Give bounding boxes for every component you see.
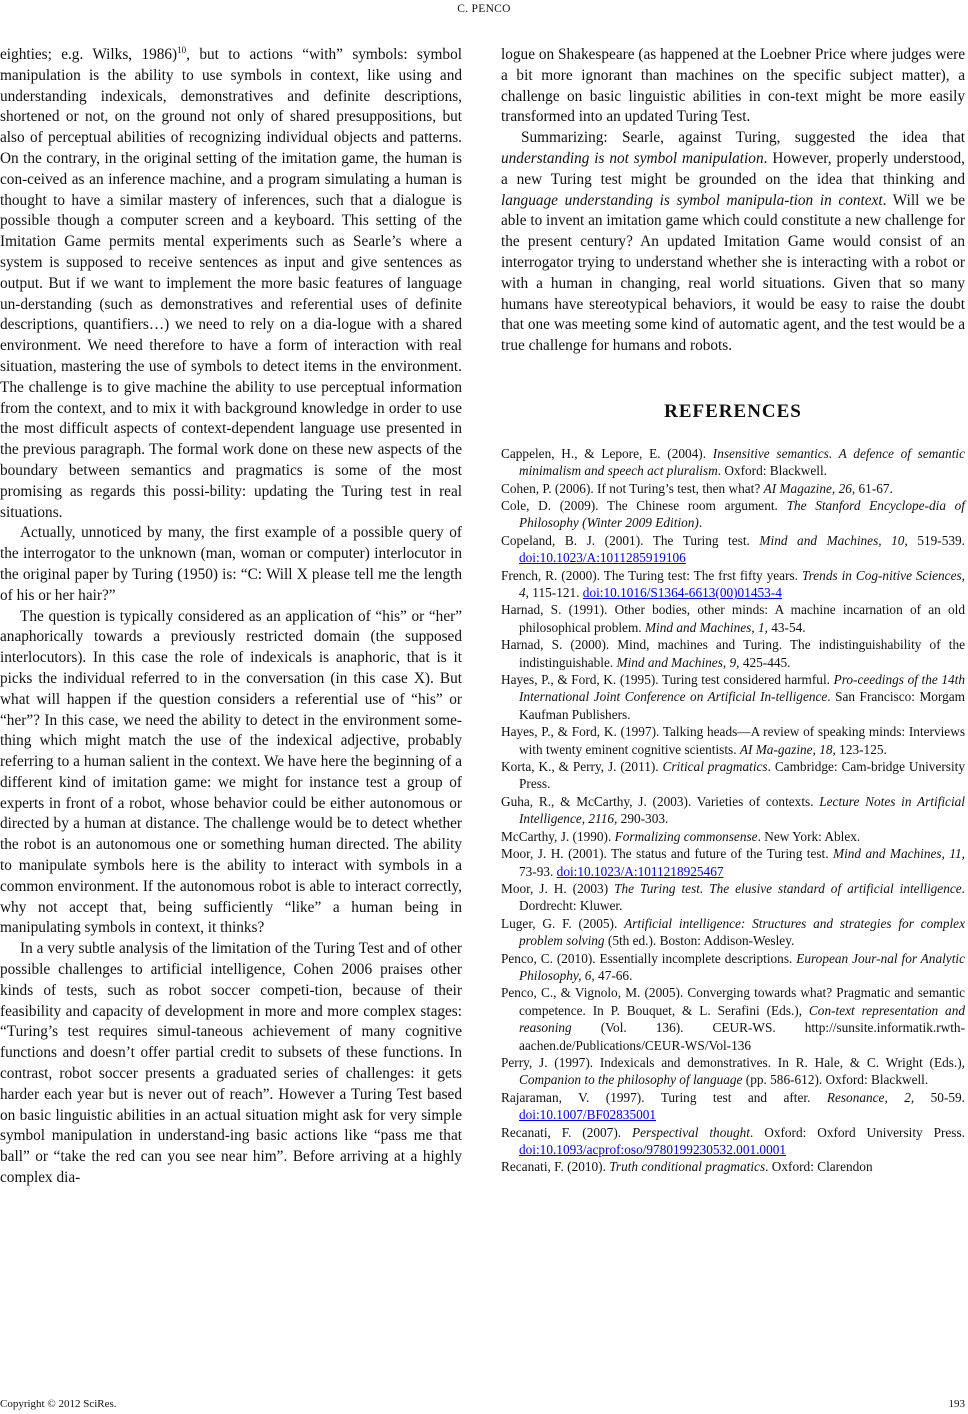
- reference-text: Hayes, P., & Ford, K. (1995). Turing test considered harmful.: [501, 672, 834, 688]
- reference-entry: [501, 880, 965, 915]
- reference-text: . Oxford: Blackwell.: [717, 463, 828, 479]
- reference-title: Con-text representation and reasoning: [519, 1002, 965, 1036]
- reference-text: Cole, D. (2009). The Chinese room argument.: [501, 497, 787, 513]
- reference-text: . San Francisco: Morgam Kaufman Publishers.: [519, 689, 965, 722]
- reference-title: Artificial intelligence: Structures and strategies for complex problem solving: [519, 915, 965, 949]
- reference-entry: [501, 671, 965, 723]
- reference-text: . Dordrecht: Kluwer.: [519, 880, 965, 914]
- reference-text: 519-539.: [907, 532, 965, 548]
- reference-entry: [501, 793, 965, 828]
- reference-title: Insensitive semantics. A defence of semantic minimalism and speech act pluralism: [519, 445, 965, 479]
- right-column: [501, 45, 965, 1176]
- reference-entry: [501, 828, 965, 845]
- reference-text: (pp. 586-612). Oxford: Blackwell.: [742, 1072, 929, 1088]
- reference-text: . Oxford: Oxford University Press.: [749, 1124, 965, 1140]
- text-span: . However, properly understood, a new Turing test might be grounded on the idea that thinking and: [501, 149, 965, 188]
- text-span: , but to actions “with” symbols: symbol manipulation is the ability to use symbols in context, like using and understanding indexicals, demonstratives and definite descriptions, shortened or not, on the ground not only of shared presuppositions, but also of perceptual abilities of recognizing individual objects and patterns. On the contrary, in the original setting of the imitation game, the human is con-ceived as an inference machine, and a program simulating a human is thought to have a similar mastery of inferences, such that a dialogue is possible though a computer screen and a keyboard. This setting of the Imitation Game permits mental experiments such as Searle’s where a system is supposed to receive sentences as input and give sentences as output. But if we want to implement the more basic features of language un-derstanding (such as demonstratives and referential uses of definite descriptions, quantifiers…) we need to rely on a dia-logue with a shared environment. We need therefore to have a form of interaction with real situation, mastering the use of symbols to detect items in the environment. The challenge is to give machine the ability to use perceptual information from the context, and to mix it with background knowledge in order to use the most difficult aspects of context-dependent language use presented in the previous paragraph. The formal work done on these new aspects of the boundary between semantics and pragmatics is some of the most promising as regards this possi-bility: updating the Turing test in real situations.: [0, 46, 462, 521]
- reference-text: . New York: Ablex.: [757, 828, 861, 844]
- reference-entry: [501, 984, 965, 1054]
- reference-entry: [501, 445, 965, 480]
- paragraph: Actually, unnoticed by many, the first example of a possible query of the interrogator to the unknown (man, woman or computer) interlocutor in the original paper by Turing (1950) is: “C: Will X please tell me the length of his or her hair?”: [0, 524, 462, 604]
- reference-text: Cappelen, H., & Lepore, E. (2004).: [501, 445, 713, 461]
- reference-title: Perspectival thought: [631, 1124, 750, 1140]
- reference-text: Hayes, P., & Ford, K. (1997). Talking heads—A review of speaking minds: Interviews with twenty eminent cognitive scientists.: [501, 724, 965, 757]
- reference-text: Harnad, S. (2000). Mind, machines and Turing. The indistinguishability of the indistinguishable.: [501, 637, 965, 670]
- reference-entry: [501, 601, 965, 636]
- reference-text: . Cambridge: Cam-bridge University Press.: [519, 759, 965, 792]
- running-head: C. PENCO: [457, 3, 511, 15]
- text-span: eighties; e.g. Wilks, 1986): [0, 46, 178, 63]
- reference-text: Moor, J. H. (2003): [501, 880, 615, 896]
- reference-entry: [501, 723, 965, 758]
- doi-link[interactable]: doi:10.1023/A:1011218925467: [556, 863, 724, 879]
- reference-entry: [501, 532, 965, 567]
- reference-text: 425-445.: [739, 654, 791, 670]
- reference-entry: [501, 567, 965, 602]
- reference-title: Trends in Cog-nitive Sciences, 4,: [519, 567, 965, 600]
- reference-text: Perry, J. (1997). Indexicals and demonstratives. In R. Hale, & C. Wright (Eds.),: [501, 1054, 965, 1070]
- doi-link[interactable]: doi:10.1016/S1364-6613(00)01453-4: [582, 585, 782, 600]
- reference-entry: [501, 1089, 965, 1124]
- reference-text: Guha, R., & McCarthy, J. (2003). Varieties of contexts.: [501, 793, 820, 809]
- reference-text: (5th ed.). Boston: Addison-Wesley.: [604, 933, 795, 949]
- reference-list: [501, 445, 965, 1176]
- reference-title: The Turing test. The elusive standard of artificial intelligence: [614, 880, 962, 896]
- reference-title: Resonance, 2,: [826, 1089, 915, 1105]
- reference-entry: [501, 758, 965, 793]
- emphasis: understanding is not symbol manipulation: [501, 149, 764, 167]
- reference-title: Critical pragmatics: [662, 759, 768, 775]
- reference-entry: [501, 1158, 965, 1175]
- reference-title: AI Magazine, 26,: [763, 480, 856, 496]
- reference-text: Copeland, B. J. (2001). The Turing test.: [501, 532, 760, 548]
- reference-text: French, R. (2000). The Turing test: The frst fifty years.: [501, 567, 802, 583]
- reference-text: Korta, K., & Perry, J. (2011).: [501, 759, 663, 775]
- reference-text: 115-121.: [528, 585, 583, 600]
- reference-entry: [501, 497, 965, 532]
- paragraph: [0, 45, 462, 523]
- reference-text: 73-93.: [519, 863, 557, 879]
- reference-title: AI Ma-gazine, 18,: [739, 741, 836, 757]
- reference-title: Mind and Machines, 11,: [833, 846, 965, 862]
- text-span: Summarizing: Searle, against Turing, suggested the idea that: [521, 129, 965, 147]
- reference-entry: [501, 950, 965, 985]
- reference-title: Pro-ceedings of the 14th International Joint Conference on Artificial In-telligence: [519, 672, 966, 705]
- reference-text: 50-59.: [914, 1089, 965, 1105]
- reference-text: Penco, C. (2010). Essentially incomplete descriptions.: [501, 950, 797, 966]
- reference-text: Recanati, F. (2010).: [501, 1159, 610, 1175]
- reference-title: Mind and Machines, 1,: [644, 619, 768, 635]
- reference-text: McCarthy, J. (1990).: [501, 828, 615, 844]
- reference-title: Lecture Notes in Artificial Intelligence, 2116,: [519, 793, 965, 827]
- reference-text: 61-67.: [855, 480, 893, 496]
- paragraph: In a very subtle analysis of the limitation of the Turing Test and of other possible challenges to artificial intelligence, Cohen 2006 praises other kinds of tests, such as robot soccer competi-tion, because of their feasibility and capacity of development in more and more complex stages: “Turing’s test requires simul-taneous achievement of many cognitive functions and doesn’t offer partial credit to subsets of these functions. In contrast, robot soccer presents a graduated series of challenges: it gets harder each year but is never out of reach”. However a Turing Test based on basic linguistic abilities in an actual situation might ask for very simple symbol manipulation in understand-ing basic actions like “pass me that ball” or “take the red can you see near him”. Before arriving at a highly complex dia-: [0, 940, 462, 1187]
- reference-text: . Oxford: Clarendon: [765, 1159, 873, 1175]
- reference-entry: [501, 915, 965, 950]
- reference-title: Truth conditional pragmatics: [609, 1159, 766, 1175]
- reference-text: 123-125.: [835, 741, 887, 757]
- reference-title: Formalizing commonsense: [614, 828, 758, 844]
- reference-text: Rajaraman, V. (1997). Turing test and after.: [501, 1089, 827, 1105]
- paragraph: The question is typically considered as an application of “his” or “her” anaphorically towards a previously restricted domain (the supposed interlocutors). In this case the role of indexicals is anaphoric, that is it picks the individual referred to in the conversation (in this case X). But what will happen if the question considers a referential use of “his” or “her”? In this case, we need the ability to detect in the environment some-thing which might match the use of the indexical adjective, probably referring to a human salient in the context. We have here the beginning of a different kind of imitation game: we might for instance test a group of experts in front of a robot, whose behavior could be either autonomous or directed by a human at distance. The challenge would be to detect whether the robot is an autonomous one or something human directed. The ability to manipulate symbols here is the ability to interact with symbols in a common environment. If the autonomous robot is able to interact correctly, why not accept that, being sufficiently “like” a human being in manipulating symbols in context, it thinks?: [0, 607, 462, 937]
- references-heading: REFERENCES: [664, 400, 802, 422]
- reference-text: Recanati, F. (2007).: [501, 1124, 632, 1140]
- reference-entry: [501, 1124, 965, 1159]
- reference-entry: [501, 480, 965, 497]
- reference-title: Companion to the philosophy of language: [519, 1072, 743, 1088]
- reference-text: (Vol. 136). CEUR-WS. http://sunsite.informatik.rwth-aachen.de/Publications/CEUR-WS/Vol-136: [519, 1020, 965, 1053]
- copyright-notice: Copyright © 2012 SciRes.: [0, 1398, 117, 1410]
- doi-link[interactable]: doi:10.1007/BF02835001: [519, 1107, 657, 1123]
- reference-text: 43-54.: [767, 619, 806, 635]
- reference-text: Cohen, P. (2006). If not Turing’s test, then what?: [501, 480, 764, 496]
- footnote-marker[interactable]: 10: [177, 44, 187, 55]
- reference-text: Moor, J. H. (2001). The status and future of the Turing test.: [501, 846, 834, 862]
- reference-text: 47-66.: [594, 967, 633, 983]
- reference-title: European Jour-nal for Analytic Philosophy, 6,: [519, 950, 965, 983]
- reference-entry: [501, 636, 965, 671]
- paragraph: [501, 128, 965, 357]
- text-span: . Will we be able to invent an imitation game which could constitute a new challenge for the present century? An updated Imitation Game would consist of an interrogator trying to understand whether she is interacting with a robot or with a human in changing, real world situations. Given that so many humans have stereotypical behaviors, it would be easy to raise the doubt that one was meeting some kind of automatic agent, and the test would be a true challenge for humans and robots.: [501, 191, 965, 355]
- paragraph: logue on Shakespeare (as happened at the Loebner Price where judges were a bit more ignorant than machines on the specific subject matter), a challenge on basic linguistic abilities in con-text might be more easily transformed into an updated Turing Test.: [501, 46, 965, 126]
- doi-link[interactable]: doi:10.1093/acprof:oso/9780199230532.001.0001: [519, 1142, 787, 1157]
- emphasis: language understanding is symbol manipula-tion in context: [501, 191, 883, 209]
- reference-title: Mind and Machines, 9,: [616, 654, 740, 670]
- doi-link[interactable]: doi:10.1023/A:1011285919106: [519, 550, 686, 566]
- reference-text: Penco, C., & Vignolo, M. (2005). Converging towards what? Pragmatic and semantic competence. In P. Bouquet, & L. Serafini (Eds.),: [501, 985, 965, 1018]
- reference-text: 290-303.: [617, 811, 669, 827]
- reference-entry: [501, 845, 965, 880]
- page-number: 193: [948, 1398, 965, 1410]
- reference-title: The Stanford Encyclope-dia of Philosophy (Winter 2009 Edition): [519, 497, 965, 531]
- left-column: [0, 45, 462, 1189]
- reference-text: .: [698, 515, 703, 531]
- reference-entry: [501, 1054, 965, 1089]
- reference-title: Mind and Machines, 10,: [759, 532, 908, 548]
- reference-text: Luger, G. F. (2005).: [501, 915, 625, 931]
- reference-text: Harnad, S. (1991). Other bodies, other minds: A machine incarnation of an old philosophical problem.: [501, 602, 965, 635]
